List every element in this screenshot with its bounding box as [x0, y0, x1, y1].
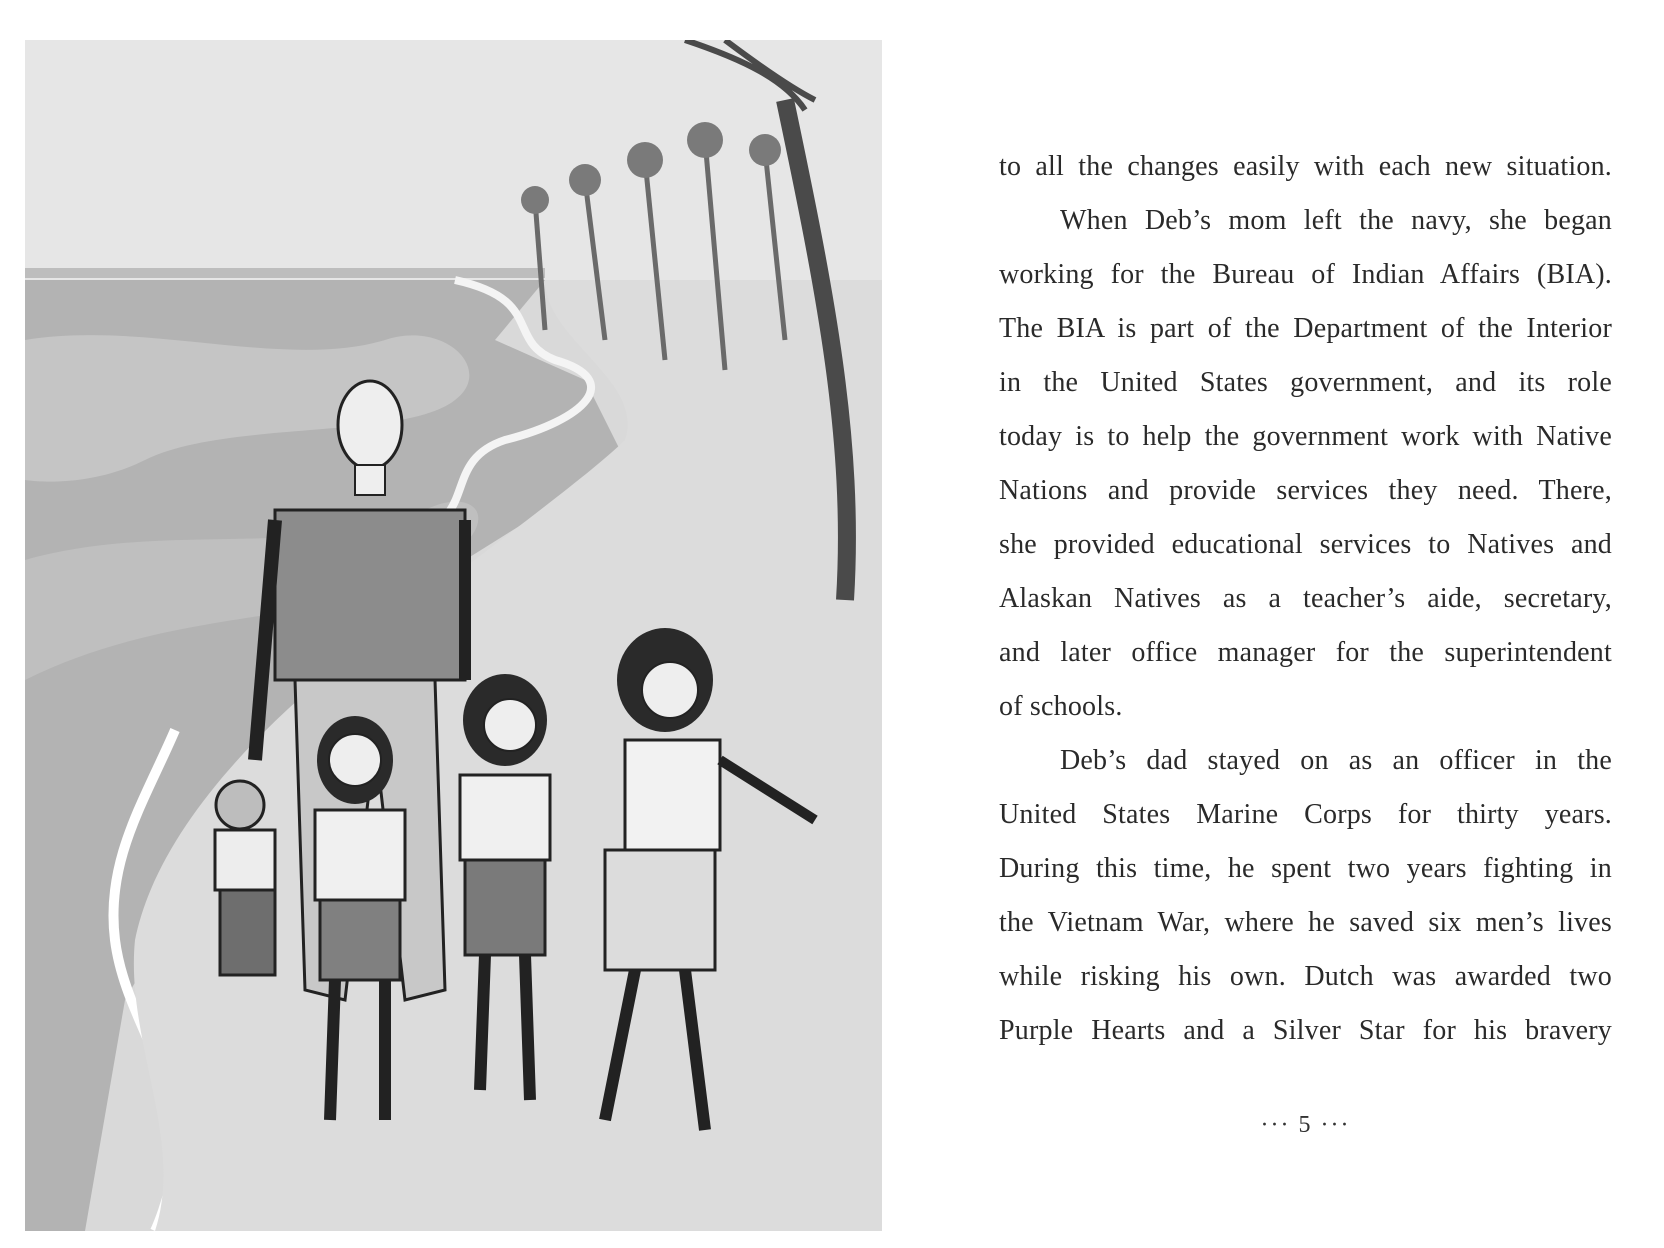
text-line: in the United States government, and its role	[999, 367, 1612, 398]
text-line: Purple Hearts and a Silver Star for his bravery	[999, 1015, 1612, 1046]
text-line: Nations and provide services they need. There,	[999, 475, 1612, 506]
text-line: During this time, he spent two years fighting in	[999, 853, 1612, 884]
body-text	[999, 140, 1612, 1058]
text-line: working for the Bureau of Indian Affairs (BIA).	[999, 259, 1612, 290]
text-line: while risking his own. Dutch was awarded two	[999, 961, 1612, 992]
text-line: today is to help the government work with Native	[999, 421, 1612, 452]
page-number: ··· 5 ···	[1260, 1112, 1351, 1138]
text-line: When Deb’s mom left the navy, she began	[1060, 205, 1612, 236]
text-line: Deb’s dad stayed on as an officer in the	[1060, 745, 1612, 776]
text-line: she provided educational services to Natives and	[999, 529, 1612, 560]
text-line: United States Marine Corps for thirty years.	[999, 799, 1612, 830]
text-line: and later office manager for the superintendent	[999, 637, 1612, 668]
text-line: Alaskan Natives as a teacher’s aide, secretary,	[999, 583, 1612, 614]
text-line: the Vietnam War, where he saved six men’s lives	[999, 907, 1612, 938]
text-line: The BIA is part of the Department of the Interior	[999, 313, 1612, 344]
pier	[25, 268, 545, 278]
text-line: to all the changes easily with each new situation.	[999, 151, 1612, 182]
text-line: of schools.	[999, 691, 1123, 722]
beach-family-illustration	[25, 40, 882, 1231]
illustration-svg	[25, 40, 882, 1231]
